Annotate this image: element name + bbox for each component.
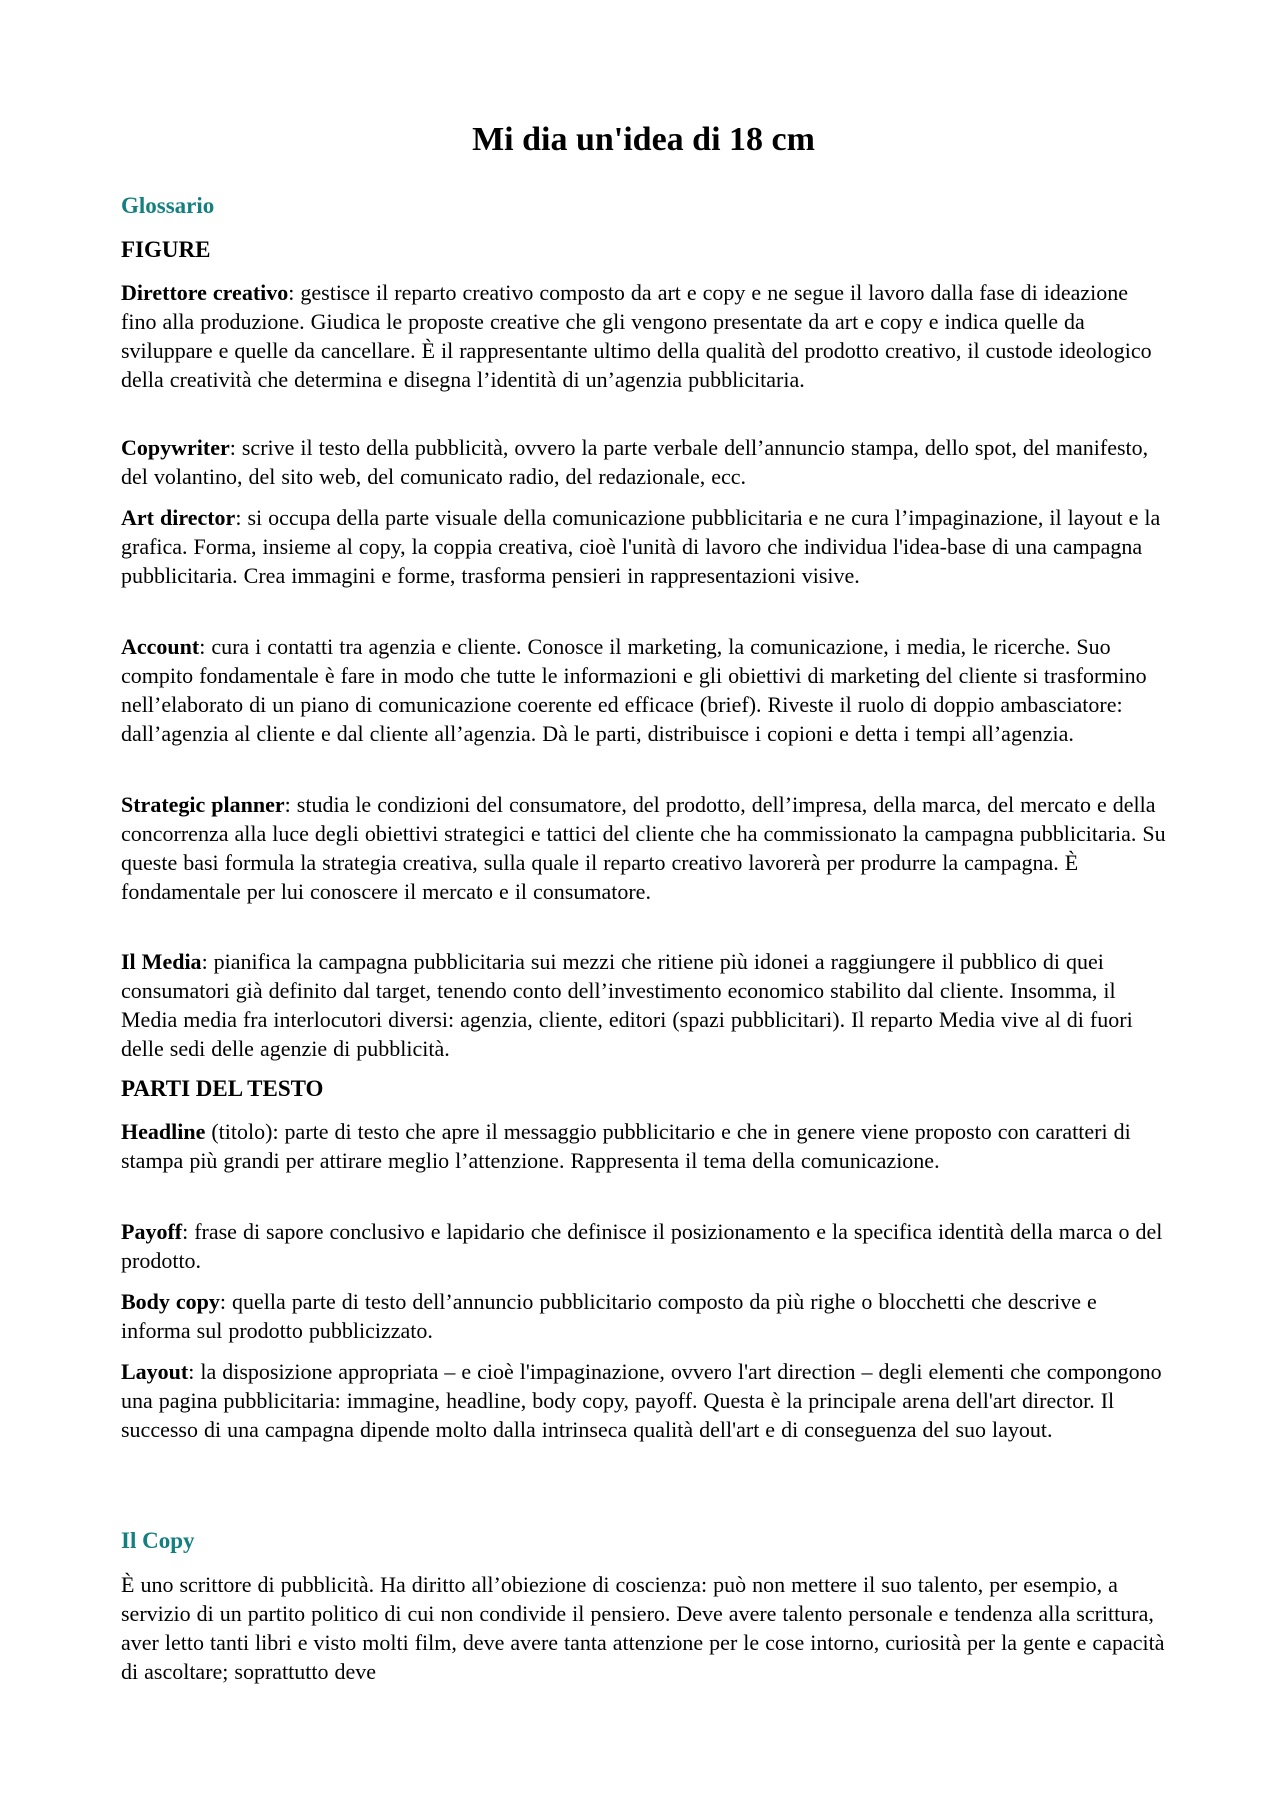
parts-heading: PARTI DEL TESTO <box>121 1076 324 1101</box>
glossary-entry-paragraph <box>121 433 1166 491</box>
glossary-term: Payoff <box>121 1219 183 1244</box>
glossary-entry-paragraph <box>121 1117 1166 1175</box>
glossary-entry-paragraph <box>121 503 1166 590</box>
glossary-definition: : si occupa della parte visuale della comunicazione pubblicitaria e ne cura l’impaginazione, il layout e la grafica. Forma, insieme al copy, la coppia creativa, cioè l'unità di lavoro che individua l'idea-base di una campagna pubblicitaria. Crea immagini e forme, trasforma pensieri in rappresentazioni visive. <box>121 505 1161 588</box>
glossary-definition: : scrive il testo della pubblicità, ovvero la parte verbale dell’annuncio stampa, dello spot, del manifesto, del volantino, del sito web, del comunicato radio, del redazionale, ecc. <box>121 435 1149 489</box>
glossary-entry <box>121 1217 1166 1275</box>
glossary-term: Strategic planner <box>121 792 285 817</box>
glossary-term: Copywriter <box>121 435 230 460</box>
glossary-entry-paragraph <box>121 1287 1166 1345</box>
glossary-heading: Glossario <box>121 193 215 218</box>
glossary-entry-paragraph <box>121 278 1166 394</box>
glossary-entry <box>121 632 1166 748</box>
glossary-term: Account <box>121 634 200 659</box>
figures-heading-block <box>121 236 1166 264</box>
glossary-term: Layout <box>121 1359 189 1384</box>
glossary-definition: : quella parte di testo dell’annuncio pubblicitario composto da più righe o blocchetti che descrive e informa sul prodotto pubblicizzato. <box>121 1289 1097 1343</box>
glossary-entry-paragraph <box>121 1357 1166 1444</box>
glossary-entry-paragraph <box>121 632 1166 748</box>
glossary-entry-paragraph <box>121 1217 1166 1275</box>
glossary-definition: : cura i contatti tra agenzia e cliente. Conosce il marketing, la comunicazione, i media, le ricerche. Suo compito fondamentale è fare in modo che tutte le informazioni e gli obiettivi di marketing del cliente si trasformino nell’elaborato di un piano di comunicazione coerente ed efficace (brief). Riveste il ruolo di doppio ambasciatore: dall’agenzia al cliente e dal cliente all’agenzia. Dà le parti, distribuisce i copioni e detta i tempi all’agenzia. <box>121 634 1147 746</box>
glossary-entry <box>121 1287 1166 1345</box>
glossary-term: Direttore creativo <box>121 280 289 305</box>
figures-heading: FIGURE <box>121 237 211 262</box>
glossary-entry <box>121 790 1166 906</box>
parts-heading-block <box>121 1075 1166 1103</box>
copy-paragraph: È uno scrittore di pubblicità. Ha diritto all’obiezione di coscienza: può non mettere il suo talento, per esempio, a servizio di un partito politico di cui non condivide il pensiero. Deve avere talento personale e tendenza alla scrittura, aver letto tanti libri e visto molti film, deve avere tanta attenzione per le cose intorno, curiosità per la gente e capacità di ascoltare; soprattutto deve <box>121 1572 1165 1684</box>
glossary-definition: : pianifica la campagna pubblicitaria sui mezzi che ritiene più idonei a raggiungere il pubblico di quei consumatori già definito dal target, tenendo conto dell’investimento economico stabilito dal cliente. Insomma, il Media media fra interlocutori diversi: agenzia, cliente, editori (spazi pubblicitari). Il reparto Media vive al di fuori delle sedi delle agenzie di pubblicità. <box>121 949 1133 1061</box>
glossary-definition: : gestisce il reparto creativo composto da art e copy e ne segue il lavoro dalla fase di ideazione fino alla produzione. Giudica le proposte creative che gli vengono presentate da art e copy e indica quelle da sviluppare e quelle da cancellare. È il rappresentante ultimo della qualità del prodotto creativo, il custode ideologico della creatività che determina e disegna l’identità di un’agenzia pubblicitaria. <box>121 280 1152 392</box>
glossary-entry <box>121 503 1166 590</box>
glossary-entry-paragraph <box>121 790 1166 906</box>
glossary-entry <box>121 1117 1166 1175</box>
glossary-definition: : la disposizione appropriata – e cioè l'impaginazione, ovvero l'art direction – degli elementi che compongono una pagina pubblicitaria: immagine, headline, body copy, payoff. Questa è la principale arena dell'art director. Il successo di una campagna dipende molto dalla intrinseca qualità dell'art e di conseguenza del suo layout. <box>121 1359 1162 1442</box>
document-title: Mi dia un'idea di 18 cm <box>472 121 815 158</box>
glossary-definition: : studia le condizioni del consumatore, del prodotto, dell’impresa, della marca, del mercato e della concorrenza alla luce degli obiettivi strategici e tattici del cliente che ha commissionato la campagna pubblicitaria. Su queste basi formula la strategia creativa, sulla quale il reparto creativo lavorerà per produrre la campagna. È fondamentale per lui conoscere il mercato e il consumatore. <box>121 792 1166 904</box>
glossary-entry <box>121 433 1166 491</box>
glossary-entry <box>121 278 1166 394</box>
glossary-section <box>121 192 1166 220</box>
glossary-definition: (titolo): parte di testo che apre il messaggio pubblicitario e che in genere viene proposto con caratteri di stampa più grandi per attirare meglio l’attenzione. Rappresenta il tema della comunicazione. <box>121 1119 1131 1173</box>
copy-heading: Il Copy <box>121 1528 195 1553</box>
glossary-entry <box>121 947 1166 1063</box>
glossary-term: Art director <box>121 505 236 530</box>
glossary-entry <box>121 1357 1166 1444</box>
glossary-entry-paragraph <box>121 947 1166 1063</box>
glossary-term: Headline <box>121 1119 206 1144</box>
glossary-term: Body copy <box>121 1289 220 1314</box>
copy-section <box>121 1527 1166 1555</box>
copy-body <box>121 1570 1166 1686</box>
glossary-term: Il Media <box>121 949 202 974</box>
glossary-definition: : frase di sapore conclusivo e lapidario che definisce il posizionamento e la specifica identità della marca o del prodotto. <box>121 1219 1163 1273</box>
